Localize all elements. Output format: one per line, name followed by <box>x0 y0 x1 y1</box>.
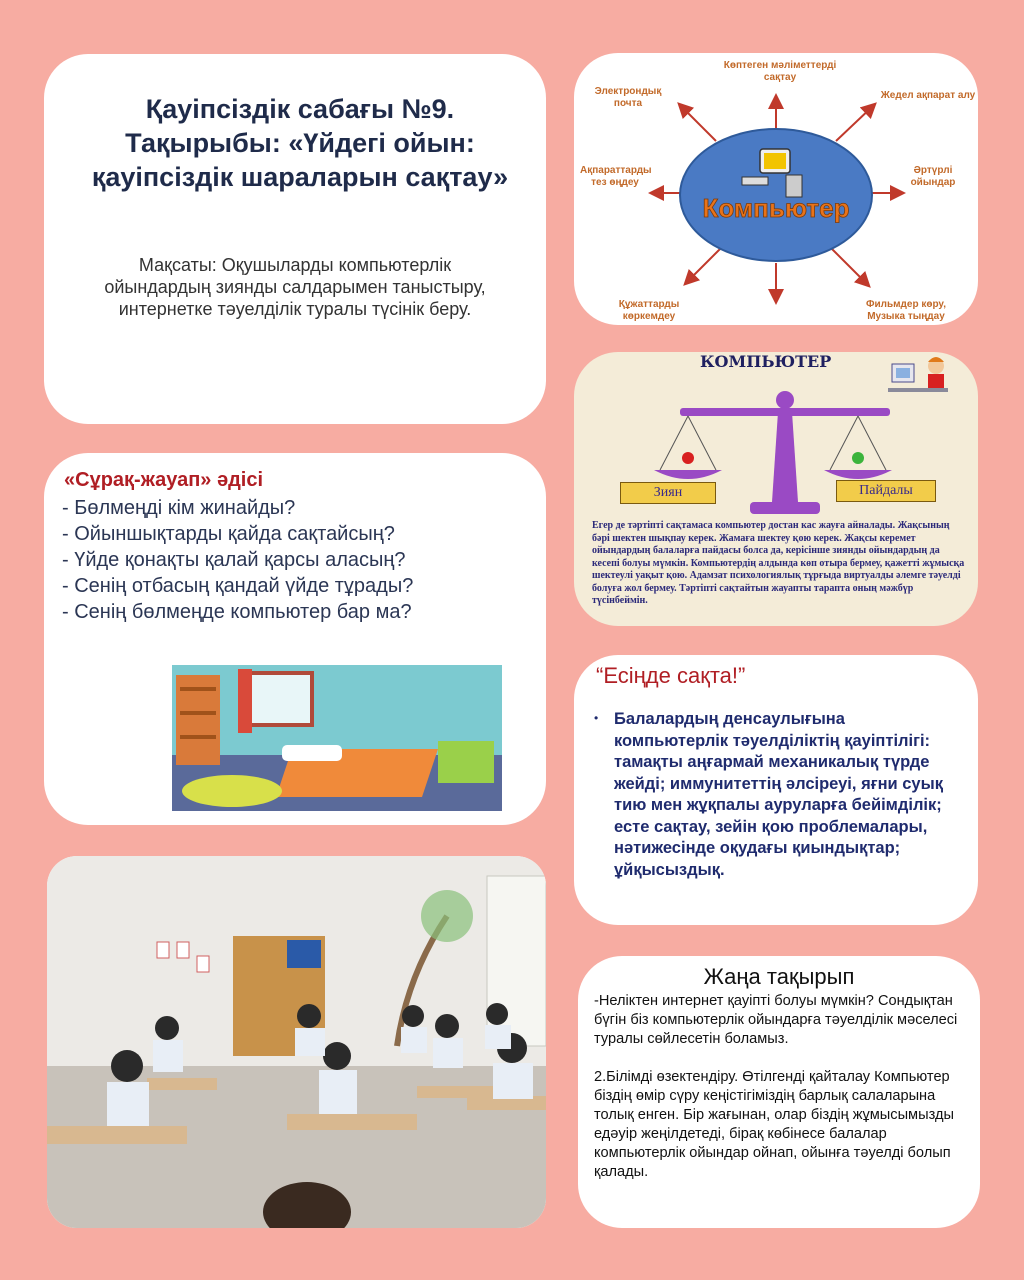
scales-card <box>574 352 978 626</box>
qa-card <box>44 453 546 825</box>
lesson-title <box>84 92 516 194</box>
label-documents: Құжаттарды көркемдеу <box>618 299 680 322</box>
qa-item: - Үйде қонақты қалай қарсы аласың? <box>62 549 406 571</box>
scales-title: КОМПЬЮТЕР <box>700 352 832 371</box>
kid-computer-icon <box>888 357 948 392</box>
remember-heading: “Есіңде сақта!” <box>596 663 746 688</box>
label-fast-info: Жедел ақпарат алу <box>880 90 976 101</box>
qa-heading: «Сұрақ-жауап» әдісі <box>64 469 264 491</box>
window <box>246 673 312 725</box>
qa-list <box>62 495 413 625</box>
harm-label: Зиян <box>620 482 716 504</box>
label-data-processing: Ақпараттарды тез өңдеу <box>580 165 652 188</box>
lesson-title-text: Қауіпсіздік сабағы №9. Тақырыбы: «Үйдегі ойын: қауіпсіздік шараларын сақтау» <box>91 94 509 192</box>
remember-card <box>574 655 978 925</box>
new-topic-paragraph-1: -Неліктен интернет қауіпті болуы мүмкін? Сондықтан бүгін біз компьютерлік ойындарға тәуелділік мәселесі туралы сөйлесетін боламыз. <box>594 993 958 1047</box>
qa-item: - Сенің отбасың қандай үйде тұрады? <box>62 575 414 597</box>
benefit-label: Пайдалы <box>836 480 936 502</box>
diagram-center-label: Компьютер <box>702 193 850 223</box>
nightstand <box>438 741 494 783</box>
label-media: Фильмдер көру, Музыка тыңдау <box>865 299 947 322</box>
new-topic-paragraph-2: 2.Білімді өзектендіру. Өтілгенді қайталау Компьютер біздің өмір сүру кеңістігіміздің барлық салаларына толық енген. Бір жағынан, олар біздің жұмысымызды едәуір жеңілдетеді, бірақ көбінесе балалар компьютерлік ойындар ойнап, ойынға тәуелді болып қалады. <box>594 1069 954 1180</box>
benefit-mark <box>852 452 864 464</box>
qa-item: - Сенің бөлмеңде компьютер бар ма? <box>62 601 412 623</box>
qa-item: - Ойыншықтарды қайда сақтайсың? <box>62 523 395 545</box>
new-topic-card <box>578 956 980 1228</box>
title-card <box>44 54 546 424</box>
label-email: Электрондық почта <box>594 86 662 109</box>
new-topic-heading: Жаңа тақырып <box>703 964 855 989</box>
label-games: Әртүрлі ойындар <box>910 165 956 188</box>
bullet-icon: • <box>594 711 599 725</box>
qa-item: - Бөлмеңді кім жинайды? <box>62 497 296 519</box>
label-store-data: Көптеген мәліметтерді сақтау <box>723 60 837 83</box>
harm-mark <box>682 452 694 464</box>
classroom-photo-illustration <box>47 856 546 1228</box>
bedroom-illustration <box>172 665 502 811</box>
new-topic-text <box>594 992 966 1182</box>
lesson-goal: Мақсаты: Оқушыларды компьютерлік ойындардың зиянды салдарымен таныстыру, интернетке тәуелділік туралы түсінік беру. <box>104 255 486 319</box>
computer-diagram-card <box>574 53 978 325</box>
scales-text: Егер де тәртіпті сақтамаса компьютер достан кас жауға айналады. Жақсының бәрі шектен шықпау керек. Жамаға шектеу қою керек. Жақсы керемет ойындардың балаларға пайдасы болса да, керісінше зиянды ойындардың да кесепі болуы мүмкін. Компьютердің алдында көп отыра бермеу, қажетті жұмысқа шектеулі уақыт қою. Адамзат психологиялық тұрғыда виртуалды әлемге тәуелді болуға жол бермеу. Тәртіпті сақтайтын жауапты тарапта оның мәжбүр түсінбеймін. <box>592 520 965 606</box>
remember-text: Балалардың денсаулығына компьютерлік тәуелділіктің қауіптілігі: тамақты аңғармай механикалық түрде жейді; иммунитеттің әлсіреуі, яғни суық тию мен жұқпалы ауруларға бейімділік; есте сақтау, зейін қою проблемалары, нәтижесінде оқудағы қиындықтар; ұйқысыздық. <box>614 710 943 879</box>
classroom-photo <box>47 856 546 1228</box>
rug <box>182 775 282 807</box>
